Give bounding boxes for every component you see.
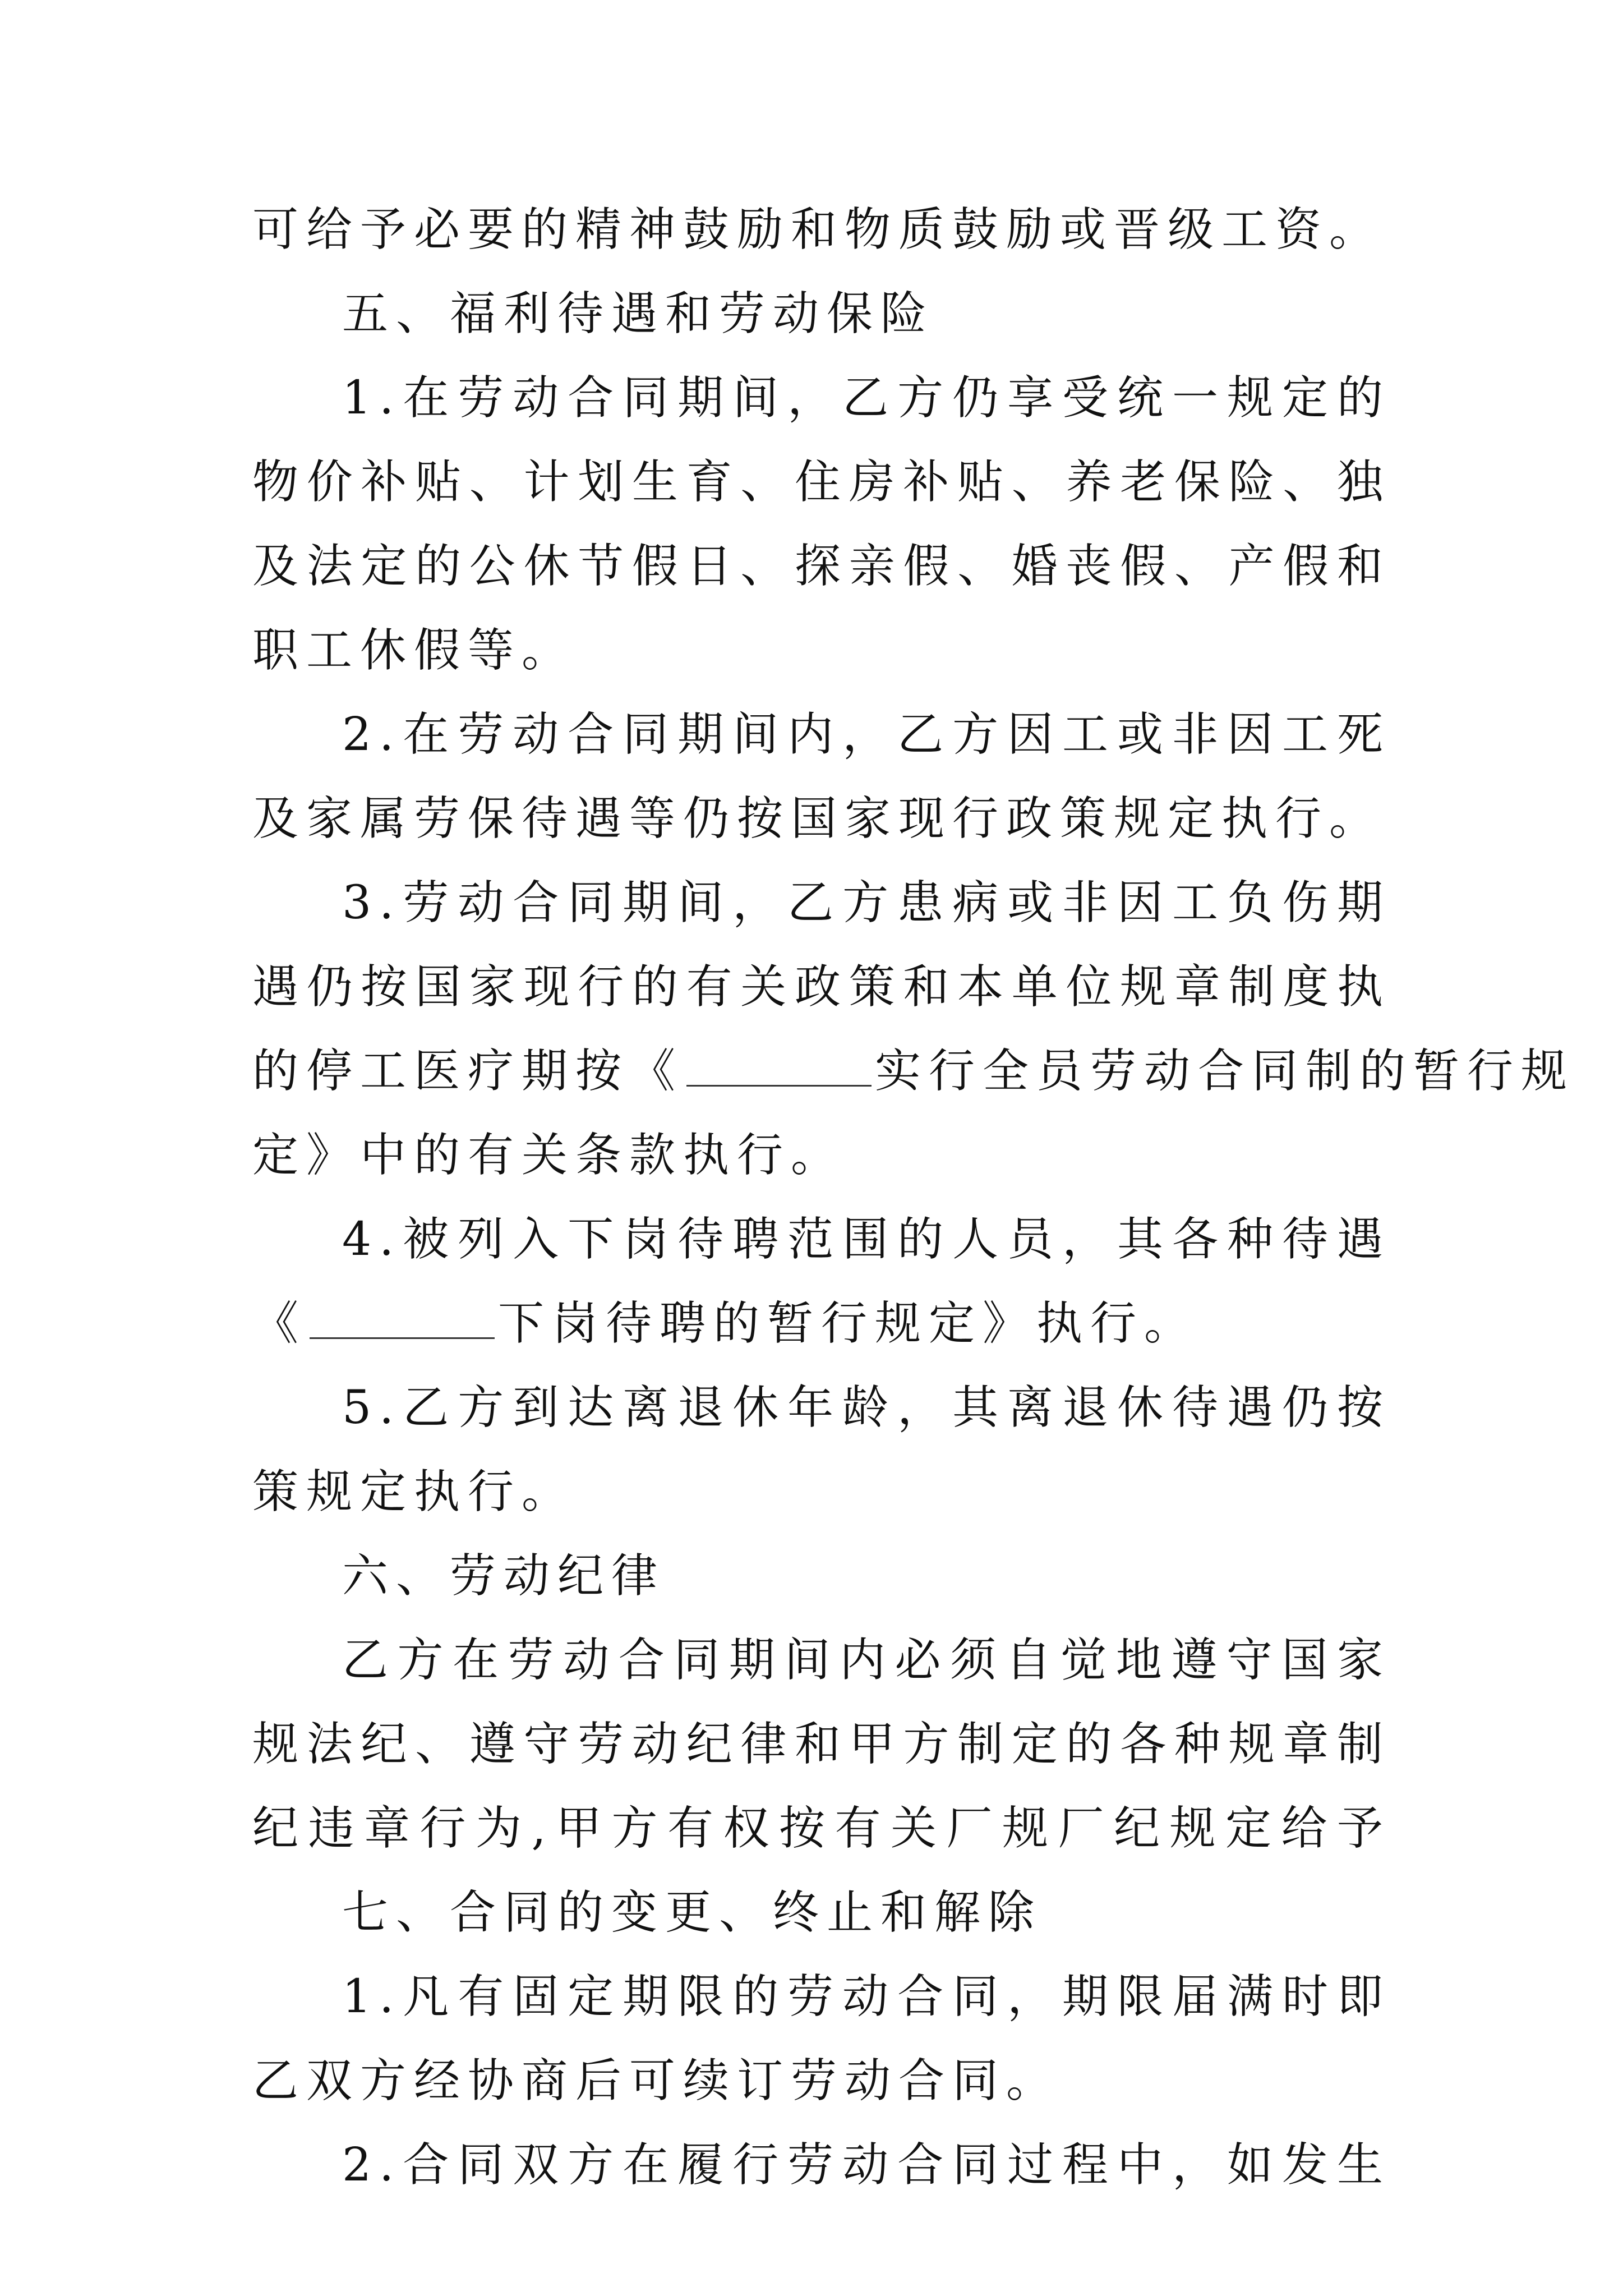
fill-in-blank[interactable] (310, 1335, 495, 1339)
paragraph-line: 策规定执行。 (252, 1465, 576, 1519)
section-heading: 六、劳动纪律 (342, 1549, 666, 1603)
paragraph-line: 纪违章行为,甲方有权按有关厂规厂纪规定给予 (252, 1802, 1391, 1855)
paragraph-line: 3.劳动合同期间，乙方患病或非因工负伤期 (342, 876, 1391, 930)
paragraph-line: 1.在劳动合同期间，乙方仍享受统一规定的 (342, 371, 1391, 425)
line-text: 下岗待聘的暂行规定》执行。 (498, 1297, 1198, 1350)
fill-in-blank[interactable] (686, 1083, 872, 1087)
paragraph-line: 5.乙方到达离退休年龄，其离退休待遇仍按 (342, 1381, 1391, 1434)
paragraph-line-with-blank (252, 1035, 1575, 1108)
paragraph-line: 遇仍按国家现行的有关政策和本单位规章制度执 (252, 960, 1391, 1014)
paragraph-line: 乙双方经协商后可续订劳动合同。 (252, 2054, 1061, 2108)
paragraph-line: 职工休假等。 (252, 624, 576, 677)
paragraph-line-with-blank (252, 1287, 1391, 1360)
section-heading: 五、福利待遇和劳动保险 (342, 287, 935, 341)
paragraph-line: 定》中的有关条款执行。 (252, 1129, 845, 1182)
paragraph-line: 2.在劳动合同期间内，乙方因工或非因工死 (342, 708, 1391, 761)
paragraph-line: 2.合同双方在履行劳动合同过程中，如发生 (342, 2138, 1391, 2192)
paragraph-line: 及家属劳保待遇等仍按国家现行政策规定执行。 (252, 792, 1384, 845)
paragraph-line: 物价补贴、计划生育、住房补贴、养老保险、独 (252, 455, 1391, 509)
paragraph-line: 可给予必要的精神鼓励和物质鼓励或晋级工资。 (252, 203, 1384, 256)
paragraph-line: 规法纪、遵守劳动纪律和甲方制定的各种规章制 (252, 1718, 1391, 1771)
line-text: 《 (252, 1297, 307, 1350)
section-heading: 七、合同的变更、终止和解除 (342, 1886, 1043, 1939)
line-text: 的停工医疗期按《 (252, 1045, 684, 1098)
paragraph-line: 4.被列入下岗待聘范围的人员，其各种待遇 (342, 1213, 1391, 1266)
paragraph-line: 乙方在劳动合同期间内必须自觉地遵守国家 (342, 1634, 1391, 1687)
line-text: 实行全员劳动合同制的暂行规 (875, 1045, 1575, 1098)
paragraph-line: 1.凡有固定期限的劳动合同，期限届满时即 (342, 1970, 1391, 2023)
paragraph-line: 及法定的公休节假日、探亲假、婚丧假、产假和 (252, 540, 1391, 593)
